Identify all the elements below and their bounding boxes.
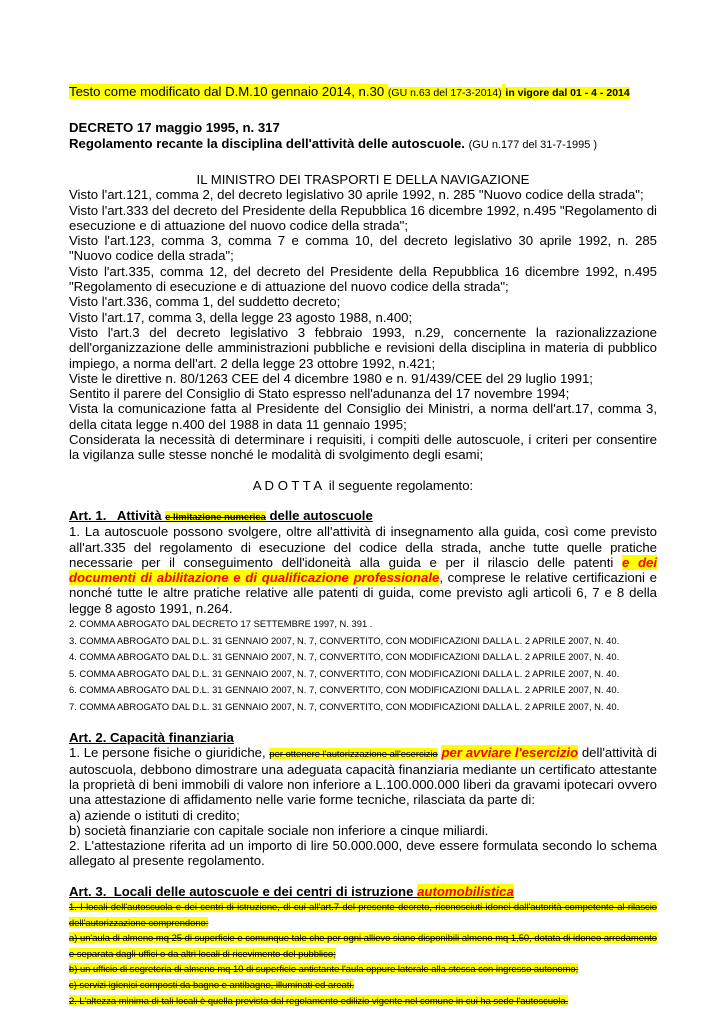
modified-text: Testo come modificato dal D.M.10 gennaio 2014, n.30	[69, 84, 385, 99]
visto-item: Visto l'art.333 del decreto del Presidente della Repubblica 16 dicembre 1992, n.495 "Regolamento di esecuzione e di attuazione del nuovo codice della strada";	[69, 202, 657, 233]
abrogated-comma: 5. COMMA ABROGATO DAL D.L. 31 GENNAIO 2007, N. 7, CONVERTITO, CON MODIFICAZIONI DALLA L. 2 APRILE 2007, N. 40.	[69, 667, 620, 679]
deleted-line: 2. L'altezza minima di tali locali è quella prevista dal regolamento edilizio vigente nel comune in cui ha sede l'autoscuola.	[69, 994, 569, 1006]
art2-comma1	[69, 745, 657, 807]
art2-comma1-deleted: per ottenere l'autorizzazione all'esercizio	[269, 748, 438, 760]
visto-item: Visto l'art.3 del decreto legislativo 3 febbraio 1993, n.29, concernente la razionalizzazione dell'organizzazione delle amministrazioni pubbliche e revisioni della disciplina in materia di pubblico impiego, a norma dell'art. 2 della legge 23 ottobre 1992, n.421;	[69, 324, 657, 371]
abrogated-comma: 2. COMMA ABROGATO DAL DECRETO 17 SETTEMBRE 1997, N. 391 .	[69, 618, 373, 630]
art2-item-b: b) società finanziarie con capitale sociale non inferiore a cinque miliardi.	[69, 822, 489, 838]
abrogated-comma: 6. COMMA ABROGATO DAL D.L. 31 GENNAIO 2007, N. 7, CONVERTITO, CON MODIFICAZIONI DALLA L. 2 APRILE 2007, N. 40.	[69, 684, 620, 696]
visti-list	[69, 187, 657, 462]
art2-heading: Art. 2. Capacità finanziaria	[69, 730, 234, 746]
visto-item: Visto l'art.17, comma 3, della legge 23 agosto 1988, n.400;	[69, 309, 413, 325]
art1-heading-pre: Art. 1. Attività	[69, 507, 166, 523]
decree-title: DECRETO 17 maggio 1995, n. 317	[69, 120, 280, 135]
visto-item: Vista la comunicazione fatta al Presidente del Consiglio dei Ministri, a norma dell'art.17, comma 3, della citata legge n.400 del 1988 in data 11 gennaio 1995;	[69, 401, 657, 432]
art1-comma1	[69, 524, 657, 616]
visto-item: Visto l'art.335, comma 12, del decreto del Presidente della Repubblica 16 dicembre 1992, n.495 "Regolamento di esecuzione e di attuazione del nuovo codice della strada";	[69, 263, 657, 295]
vigore-date: in vigore dal 01 - 4 - 2014	[505, 87, 630, 99]
abrogated-comma: 7. COMMA ABROGATO DAL D.L. 31 GENNAIO 2007, N. 7, CONVERTITO, CON MODIFICAZIONI DALLA L. 2 APRILE 2007, N. 40.	[69, 700, 620, 712]
decree-gu-ref: (GU n.177 del 31-7-1995 )	[468, 139, 598, 151]
adotta-line: A D O T T A il seguente regolamento:	[252, 477, 474, 493]
ministro-heading: IL MINISTRO DEI TRASPORTI E DELLA NAVIGAZIONE	[196, 172, 530, 187]
art1-comma1-inserted: e dei documenti di abilitazione e di qualificazione professionale	[69, 554, 657, 586]
deleted-line: 1. I locali dell'autoscuola e dei centri di istruzione, di cui all'art.7 del presente decreto, riconosciuti idonei dall'autorità competente al rilascio dell'autorizzazione comprendono:	[69, 900, 657, 928]
art3-deleted-text	[69, 899, 657, 1008]
abrogated-comma: 3. COMMA ABROGATO DAL D.L. 31 GENNAIO 2007, N. 7, CONVERTITO, CON MODIFICAZIONI DALLA L. 2 APRILE 2007, N. 40.	[69, 634, 620, 646]
visto-item: Viste le direttive n. 80/1263 CEE del 4 dicembre 1980 e n. 91/439/CEE del 29 luglio 1991;	[69, 370, 593, 386]
art1-heading-deleted: e limitazione numerica	[165, 510, 266, 522]
visto-item: Sentito il parere del Consiglio di Stato espresso nell'adunanza del 17 novembre 1994;	[69, 386, 570, 402]
modified-gu-ref: (GU n.63 del 17-3-2014)	[387, 87, 502, 99]
art1-abrogated-list	[69, 616, 657, 715]
art2-comma1-inserted: per avviare l'esercizio	[441, 745, 579, 761]
art2-item-a: a) aziende o istituti di credito;	[69, 807, 240, 823]
art1-comma1-text: 1. La autoscuole possono svolgere, oltre all'attività di insegnamento alla guida, così come previsto all'art.335 del regolamento di esecuzione del codice della strada, anche tutte quelle pratiche necessarie per il conseguimento dell'idoneità alla guida e per il rilascio delle patenti	[69, 524, 657, 570]
decree-subtitle-line	[69, 136, 657, 153]
visto-item: Visto l'art.123, comma 3, comma 7 e comma 10, del decreto legislativo 30 aprile 1992, n. 285 "Nuovo codice della strada";	[69, 233, 657, 264]
art3-heading	[69, 884, 657, 899]
art2-comma1-text: 1. Le persone fisiche o giuridiche,	[69, 745, 270, 761]
art3-heading-text: Art. 3. Locali delle autoscuole e dei centri di istruzione	[69, 883, 418, 899]
visto-item: Considerata la necessità di determinare i requisiti, i compiti delle autoscuole, i criteri per consentire la vigilanza sulle stesse nonché le modalità di svolgimento degli esami;	[69, 432, 657, 463]
art1-heading-post: delle autoscuole	[265, 507, 373, 523]
decree-subtitle: Regolamento recante la disciplina dell'attività delle autoscuole.	[69, 136, 465, 151]
document-body	[69, 84, 657, 1008]
visto-item: Visto l'art.121, comma 2, del decreto legislativo 30 aprile 1992, n. 285 "Nuovo codice della strada";	[69, 187, 644, 203]
art3-heading-inserted: automobilistica	[417, 883, 514, 899]
art1-heading	[69, 508, 657, 524]
deleted-line: a) un'aula di almeno mq 25 di superficie e comunque tale che per ogni allievo siano disponibili almeno mq 1,50, dotata di idoneo arredamento e separata dagli uffici o da altri locali di ricevimento del pubblico;	[69, 932, 657, 959]
deleted-line: b) un ufficio di segreteria di almeno mq 10 di superficie antistante l'aula oppure laterale alla stessa con ingresso autonomo;	[69, 963, 579, 975]
deleted-line: c) servizi igienici composti da bagno e antibagno, illuminati ed areati.	[69, 978, 355, 990]
visto-item: Visto l'art.336, comma 1, del suddetto decreto;	[69, 294, 341, 310]
modification-note	[69, 84, 657, 101]
art1-comma1-rest: , comprese le relative certificazioni e nonché tutte le altre pratiche relative alle patenti di guida, come previsto agli articoli 6, 7 e 8 della legge 8 agosto 1991, n.264.	[69, 570, 657, 616]
abrogated-comma: 4. COMMA ABROGATO DAL D.L. 31 GENNAIO 2007, N. 7, CONVERTITO, CON MODIFICAZIONI DALLA L. 2 APRILE 2007, N. 40.	[69, 651, 620, 663]
art2-comma1-rest: dell'attività di autoscuola, debbono dimostrare una adeguata capacità finanziaria mediante un certificato attestante la proprietà di beni immobili di valore non inferiore a L.100.000.000 liberi da gravami ipotecari ovvero una attestazione di affidamento nelle varie forme tecniche, rilasciata da parte di:	[69, 745, 657, 808]
art2-comma2: 2. L'attestazione riferita ad un importo di lire 50.000.000, deve essere formulata secondo lo schema allegato al presente regolamento.	[69, 838, 657, 869]
